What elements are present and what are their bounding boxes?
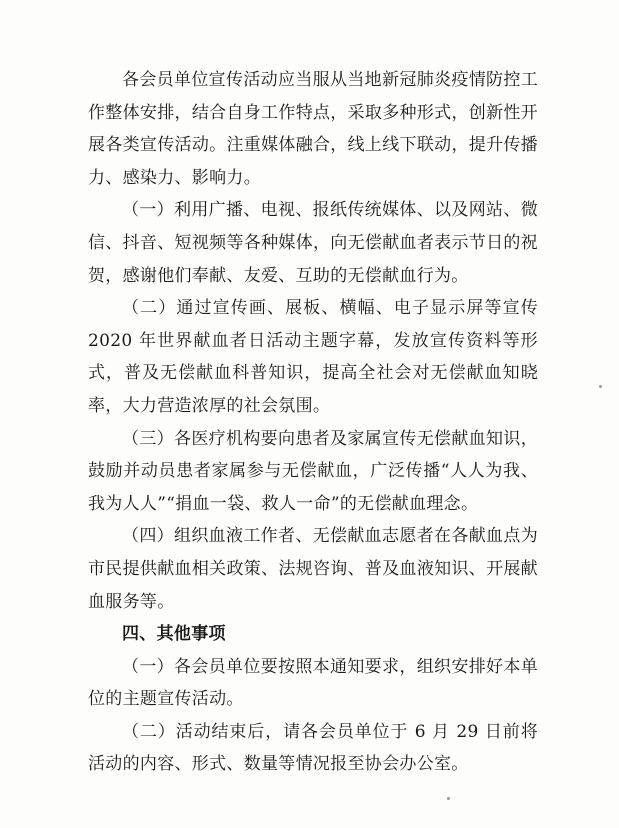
section-heading: 四、其他事项 — [122, 624, 226, 645]
scan-speck — [447, 797, 450, 800]
section-paragraph-1: （一）各会员单位要按照本通知要求，组织安排好本单位的主题宣传活动。 — [88, 656, 538, 710]
paragraph-item-3: （三）各医疗机构要向患者及家属宣传无偿献血知识，鼓励并动员患者家属参与无偿献血，广泛传播“人人为我、我为人人”“捐血一袋、救人一命”的无偿献血理念。 — [88, 428, 538, 514]
document-body — [88, 64, 538, 781]
paragraph-item-2: （二）通过宣传画、展板、横幅、电子显示屏等宣传 2020 年世界献血者日活动主题字幕，发放宣传资料等形式，普及无偿献血科普知识，提高全社会对无偿献血知晓率，大力营造浓厚的社会氛围。 — [88, 298, 538, 416]
paragraph-intro: 各会员单位宣传活动应当服从当地新冠肺炎疫情防控工作整体安排，结合自身工作特点，采取多种形式，创新性开展各类宣传活动。注重媒体融合，线上线下联动，提升传播力、感染力、影响力。 — [88, 70, 538, 188]
scan-speck — [599, 385, 602, 388]
section-paragraph-2: （二）活动结束后，请各会员单位于 6 月 29 日前将活动的内容、形式、数量等情况报至协会办公室。 — [88, 721, 538, 775]
paragraph-item-1: （一）利用广播、电视、报纸传统媒体、以及网站、微信、抖音、短视频等各种媒体，向无偿献血者表示节日的祝贺，感谢他们奉献、友爱、互助的无偿献血行为。 — [88, 200, 538, 286]
paragraph-item-4: （四）组织血液工作者、无偿献血志愿者在各献血点为市民提供献血相关政策、法规咨询、普及血液知识、开展献血服务等。 — [88, 526, 538, 612]
